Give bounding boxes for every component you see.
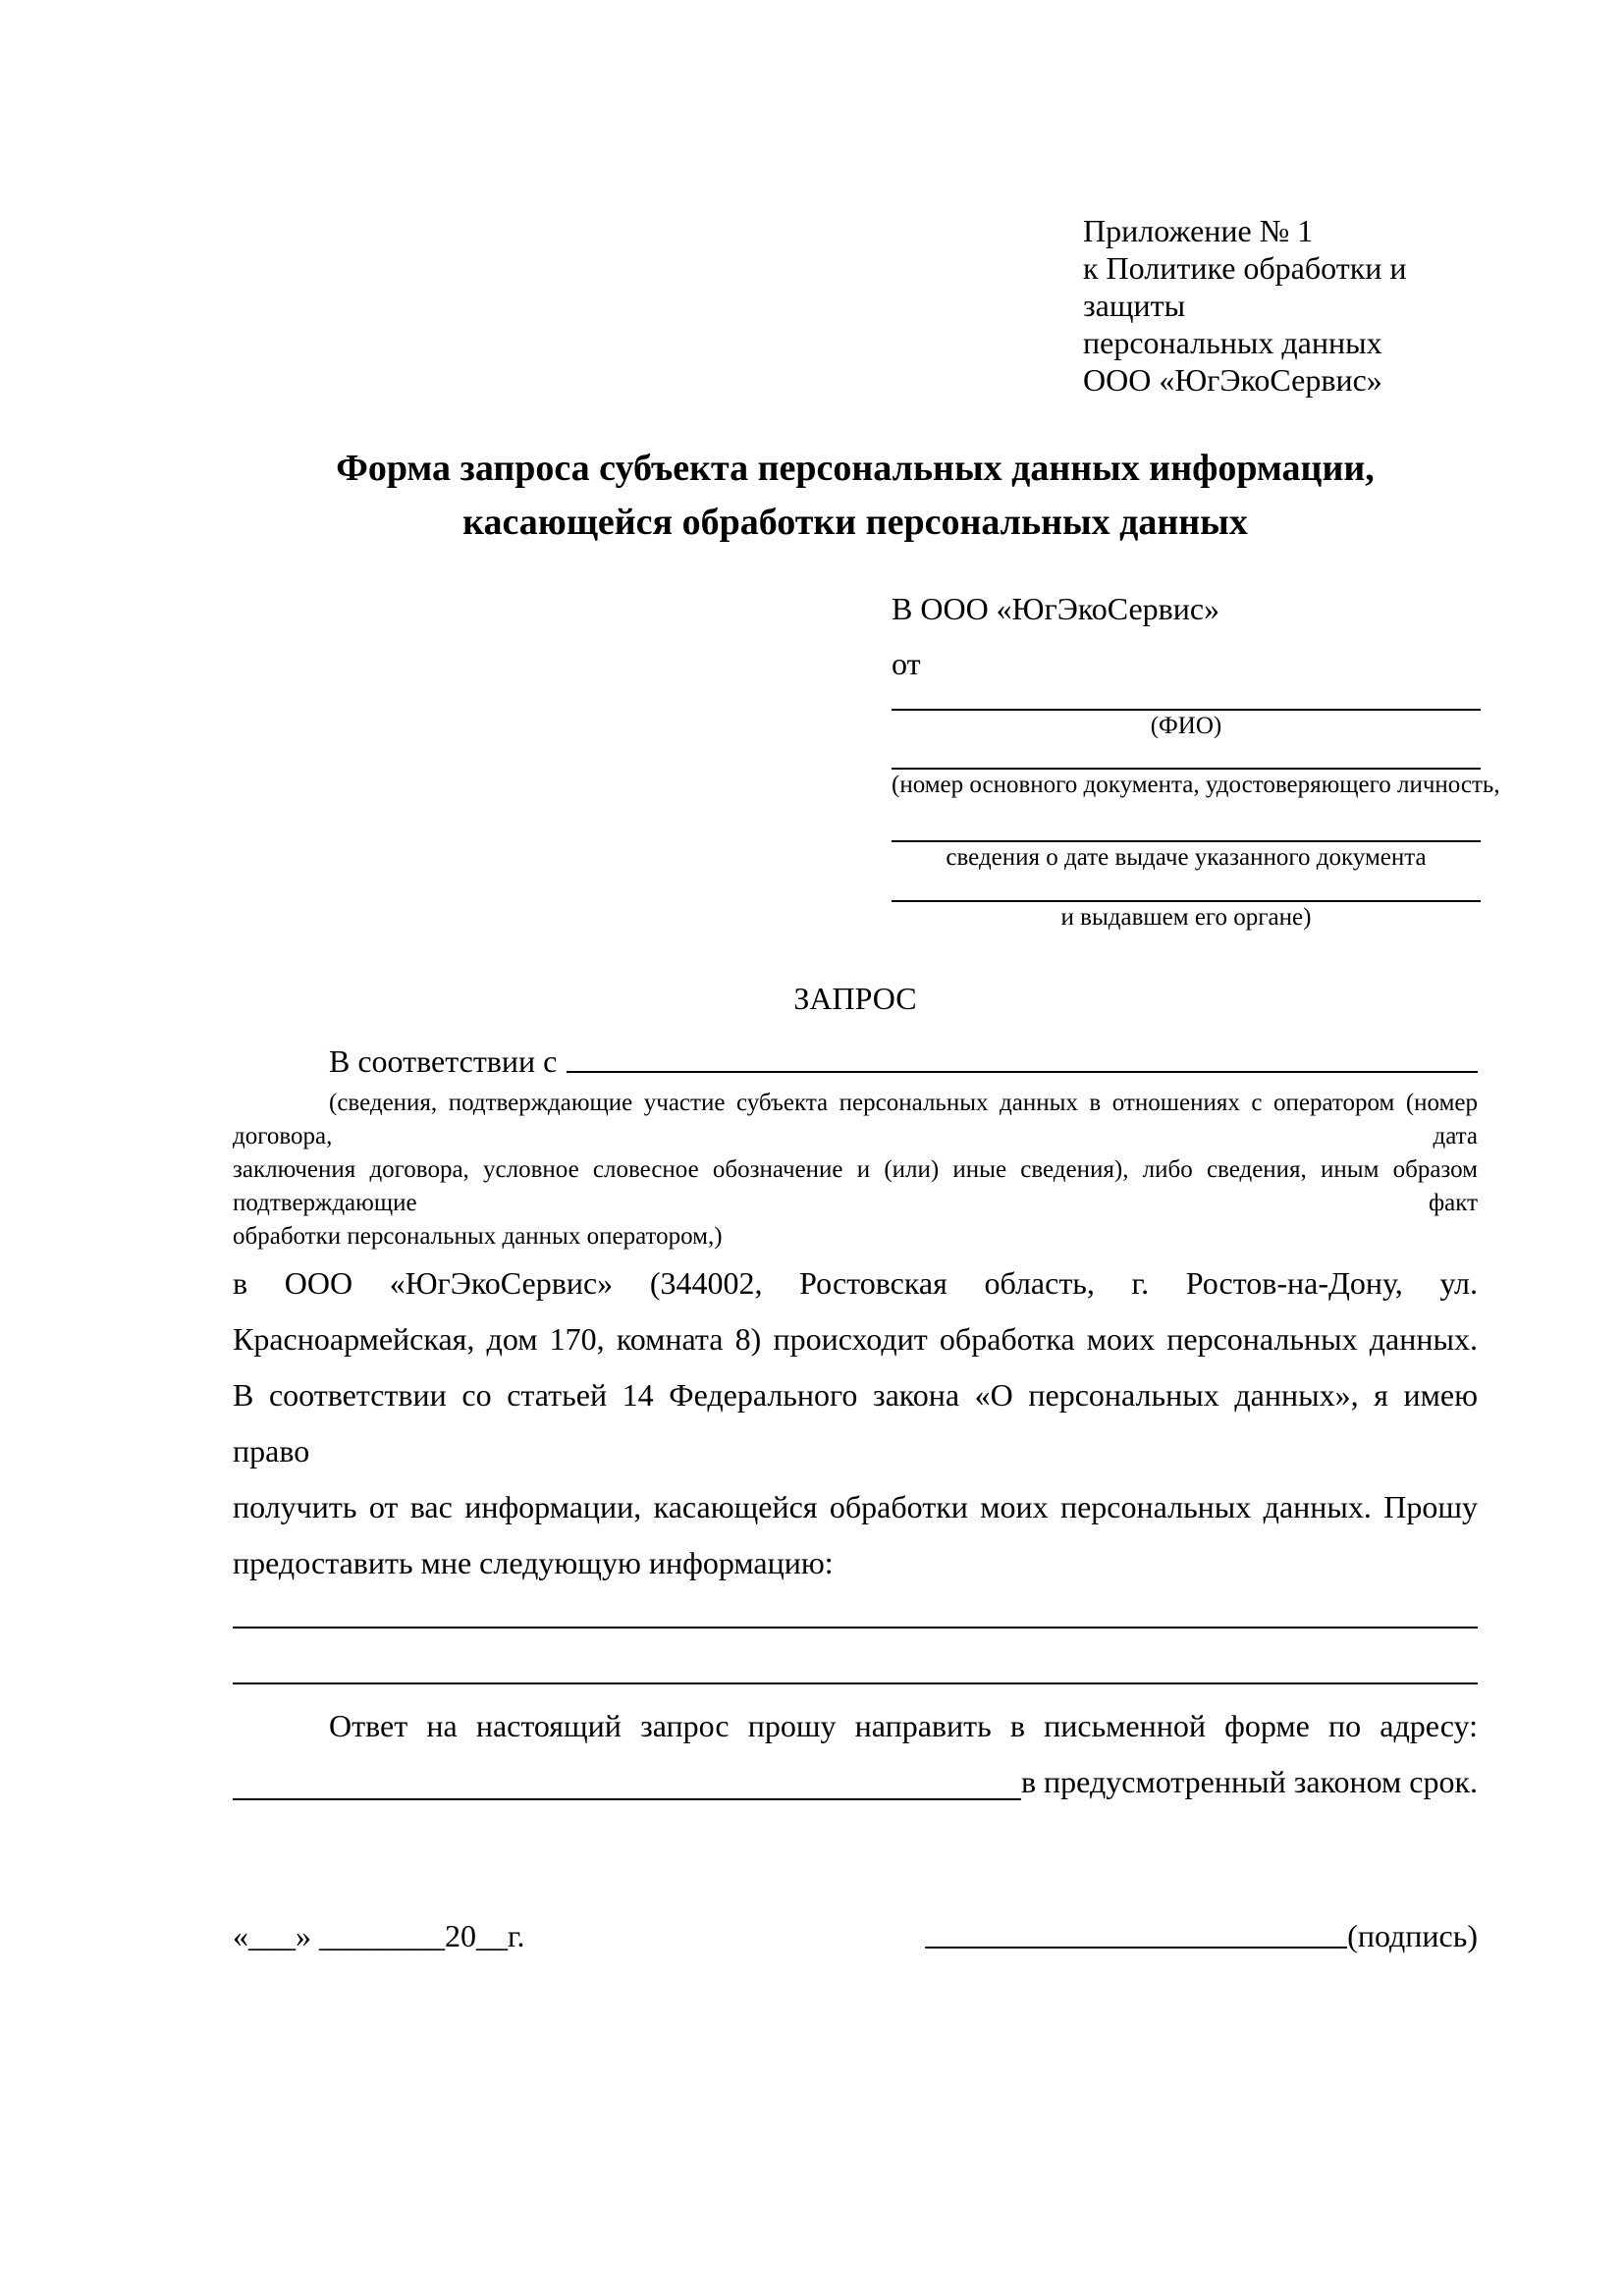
clarification-note (233, 1087, 1478, 1254)
from-label: от (892, 646, 921, 681)
document-number-blank-line (892, 742, 1481, 770)
document-number-caption: (номер основного документа, удостоверяющего личность, (892, 772, 1500, 798)
date-signature-row (233, 1916, 1478, 1955)
appendix-line: ООО «ЮгЭкоСервис» (1083, 362, 1382, 398)
clarification-line: заключения договора, условное словесное обозначение и (или) иные сведения), либо сведения, иным образом подтверждающие факт (233, 1156, 1478, 1216)
reply-paragraph (233, 1698, 1478, 1810)
reply-address-row (233, 1754, 1478, 1810)
info-blank-line-2 (233, 1682, 1478, 1684)
signature-caption: (подпись) (1347, 1918, 1478, 1953)
fio-caption: (ФИО) (1150, 713, 1222, 739)
appendix-line: Приложение № 1 (1083, 213, 1314, 248)
clarification-line: обработки персональных данных оператором,) (233, 1223, 723, 1250)
reply-address-text: Ответ на настоящий запрос прошу направить в письменной форме по адресу: (329, 1708, 1478, 1743)
addressee-block (892, 589, 1500, 934)
reply-deadline-text: в предусмотренный законом срок. (1020, 1764, 1478, 1799)
accordance-prefix: В соответствии с (329, 1043, 558, 1079)
issuing-authority-blank-line (892, 874, 1481, 902)
issue-date-blank-line (892, 801, 1481, 842)
info-blank-line-1 (233, 1627, 1478, 1629)
request-body-line: Красноармейская, дом 170, комната 8) происходит обработка моих персональных данных. (233, 1321, 1478, 1357)
appendix-line: к Политике обработки и защиты (1083, 250, 1407, 323)
issue-date-caption: сведения о дате выдаче указанного документа (946, 844, 1427, 871)
appendix-block (1083, 212, 1478, 399)
document-title-line: касающейся обработки персональных данных (462, 502, 1248, 543)
request-body-line: в ООО «ЮгЭкоСервис» (344002, Ростовская область, г. Ростов-на-Дону, ул. (233, 1265, 1478, 1301)
issuing-authority-caption: и выдавшем его органе) (1060, 904, 1312, 931)
request-body (233, 1255, 1478, 1591)
accordance-blank-line (567, 1041, 1478, 1073)
request-heading: ЗАПРОС (793, 981, 917, 1016)
document-title (233, 442, 1478, 550)
date-blank-text: «___» ________20__г. (233, 1918, 525, 1953)
request-body-line: В соответствии со статьей 14 Федерального закона «О персональных данных», я имею право (233, 1377, 1478, 1468)
request-body-line: получить от вас информации, касающейся обработки моих персональных данных. Прошу (233, 1489, 1478, 1524)
clarification-line: (сведения, подтверждающие участие субъекта персональных данных в отношениях с оператором (номер договора, дата (233, 1090, 1478, 1149)
signature-blank-line (925, 1947, 1347, 1949)
addressee-company: В ООО «ЮгЭкоСервис» (892, 591, 1220, 626)
reply-address-blank-line (233, 1754, 1021, 1800)
fio-blank-line (892, 683, 1481, 711)
document-title-line: Форма запроса субъекта персональных данных информации, (336, 448, 1375, 489)
signature-group (925, 1916, 1478, 1955)
request-body-line: предоставить мне следующую информацию: (233, 1545, 834, 1580)
accordance-row (233, 1041, 1478, 1081)
appendix-line: персональных данных (1083, 325, 1382, 360)
